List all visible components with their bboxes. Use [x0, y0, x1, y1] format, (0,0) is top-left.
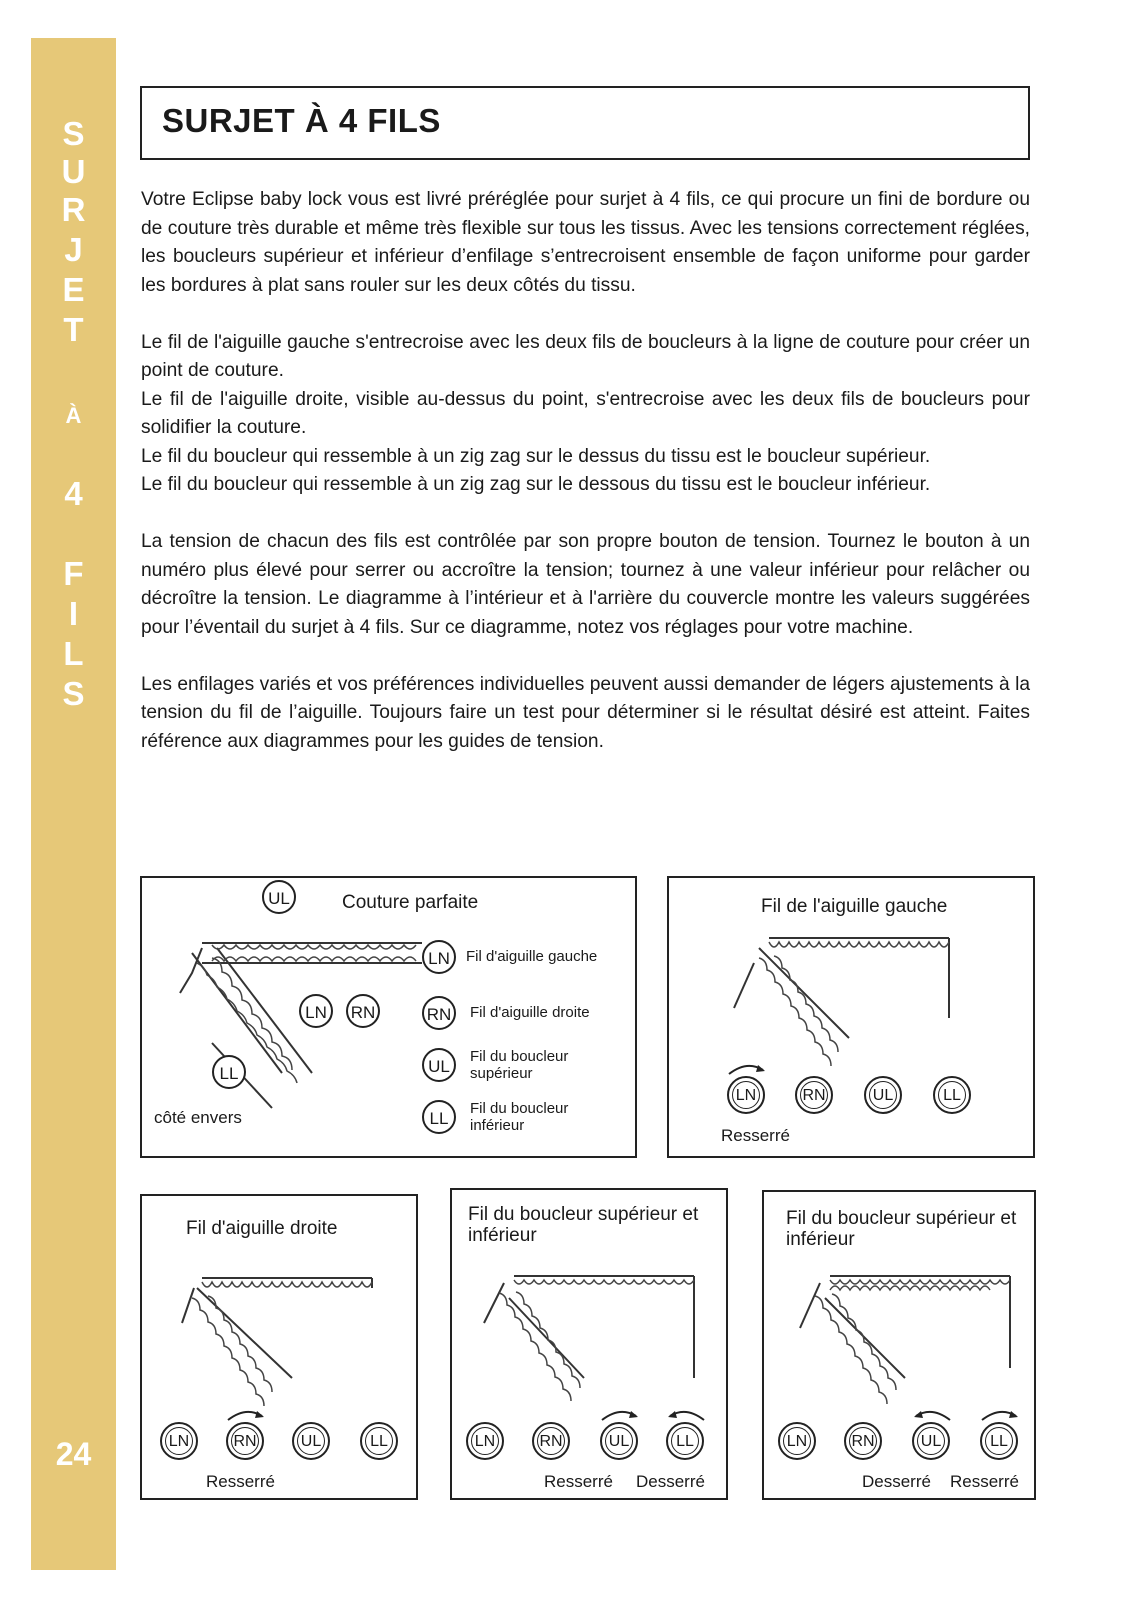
paragraph: Le fil de l'aiguille droite, visible au-dessus du point, s'entrecroise avec les deux fils de boucleurs pour solidifier la couture. — [141, 388, 1030, 438]
sidebar-letter: L — [63, 635, 84, 672]
perfect-stitch-panel — [140, 876, 637, 1158]
knob-rn: RN — [226, 1422, 264, 1460]
left-needle-panel — [667, 876, 1035, 1158]
knob-rn: RN — [532, 1422, 570, 1460]
knob-rn: RN — [795, 1076, 833, 1114]
sidebar-letter: S — [62, 675, 85, 712]
sidebar-letter: F — [63, 555, 84, 592]
page-title: SURJET À 4 FILS — [162, 102, 441, 139]
tension-note: Desserré — [636, 1472, 705, 1491]
stitch-illustration — [790, 1268, 1020, 1398]
badge-rn: RN — [346, 994, 380, 1028]
knob-ul: UL — [864, 1076, 902, 1114]
paragraph: Le fil du boucleur qui ressemble à un zig zag sur le dessus du tissu est le boucleur supérieur. — [141, 445, 931, 467]
paragraph: Votre Eclipse baby lock vous est livré préréglée pour surjet à 4 fils, ce qui procure un fini de bordure ou de couture très durable et même très flexible sur tous les tissus. Avec les tensions correctement réglées, les boucleurs supérieur et inférieur d’enfilage s’entrecroisent ensemble de façon uniforme pour garder les bordures à plat sans rouler sur les deux côtés du tissu. — [141, 189, 1030, 296]
panel-title: Fil d'aiguille droite — [186, 1218, 338, 1239]
badge-ll: LL — [212, 1055, 246, 1089]
tension-note: Resserré — [206, 1472, 275, 1491]
sidebar-letter: U — [61, 153, 86, 190]
tension-note: Desserré — [862, 1472, 931, 1491]
knob-ul: UL — [912, 1422, 950, 1460]
panel-title: Couture parfaite — [342, 892, 479, 913]
reverse-side-label: côté envers — [154, 1108, 242, 1127]
page-number: 24 — [55, 1436, 92, 1472]
right-needle-panel — [140, 1194, 418, 1500]
legend-text-ll: Fil du boucleur inférieur — [470, 1100, 569, 1134]
paragraph: Le fil du boucleur qui ressemble à un zig zag sur le dessous du tissu est le boucleur inférieur. — [141, 474, 931, 495]
sidebar-letter: 4 — [64, 475, 83, 512]
tighten-arrow-icon — [980, 1408, 1020, 1422]
body-text — [141, 186, 1030, 756]
knob-rn: RN — [844, 1422, 882, 1460]
paragraph: Le fil de l'aiguille gauche s'entrecroise avec les deux fils de boucleurs à la ligne de couture pour créer un point de couture. — [141, 331, 1030, 381]
knob-ln: LN — [727, 1076, 765, 1114]
badge-ul: UL — [262, 880, 296, 914]
legend-text-ul: Fil du boucleur supérieur — [470, 1048, 569, 1082]
knob-ll: LL — [980, 1422, 1018, 1460]
paragraph: Les enfilages variés et vos préférences individuelles peuvent aussi demander de légers ajustements à la tension du fil de l’aiguille. Toujours faire un test pour déterminer si le résultat désiré est atteint. Faites référence aux diagrammes pour les guides de tension. — [141, 673, 1030, 752]
paragraph: La tension de chacun des fils est contrôlée par son propre bouton de tension. Tournez le bouton à un numéro plus élevé pour serrer ou accroître la tension; tournez à une valeur inférieur pour relâcher ou décroître la tension. Le diagramme à l’intérieur et à l'arrière du couvercle montre les valeurs suggérées pour l’éventail du surjet à 4 fils. Sur ce diagramme, notez vos réglages pour votre machine. — [141, 531, 1030, 638]
knob-ll: LL — [666, 1422, 704, 1460]
sidebar-letter: I — [68, 595, 79, 632]
knob-ln: LN — [466, 1422, 504, 1460]
panel-title: Fil du boucleur supérieur et inférieur — [468, 1204, 699, 1246]
title-box — [140, 86, 1030, 160]
loopers-panel-a — [450, 1188, 728, 1500]
knob-ul: UL — [600, 1422, 638, 1460]
stitch-illustration — [172, 933, 432, 1133]
tension-note: Resserré — [950, 1472, 1019, 1491]
knob-ll: LL — [933, 1076, 971, 1114]
loosen-arrow-icon — [666, 1408, 706, 1422]
loopers-panel-b — [762, 1190, 1036, 1500]
tension-note: Resserré — [721, 1126, 790, 1145]
sidebar-letter: R — [61, 191, 86, 228]
legend-badge-ln: LN — [422, 940, 456, 974]
loosen-arrow-icon — [912, 1408, 952, 1422]
sidebar-letter: À — [65, 403, 82, 428]
sidebar-letter: T — [63, 311, 84, 348]
sidebar-letter: S — [62, 115, 85, 152]
knob-ul: UL — [292, 1422, 330, 1460]
sidebar — [31, 38, 116, 1570]
tighten-arrow-icon — [226, 1408, 266, 1422]
tension-note: Resserré — [544, 1472, 613, 1491]
legend-text-rn: Fil d'aiguille droite — [470, 1004, 590, 1021]
panel-title: Fil du boucleur supérieur et inférieur — [786, 1208, 1017, 1250]
tighten-arrow-icon — [600, 1408, 640, 1422]
tighten-arrow-icon — [727, 1062, 767, 1076]
legend-text-ln: Fil d'aiguille gauche — [466, 948, 598, 965]
stitch-illustration — [172, 1268, 382, 1388]
knob-ln: LN — [778, 1422, 816, 1460]
knob-ll: LL — [360, 1422, 398, 1460]
sidebar-letter: J — [64, 231, 83, 268]
legend-badge-rn: RN — [422, 996, 456, 1030]
sidebar-letter: E — [62, 271, 85, 308]
panel-title: Fil de l'aiguille gauche — [761, 896, 948, 917]
legend-badge-ul: UL — [422, 1048, 456, 1082]
knob-ln: LN — [160, 1422, 198, 1460]
badge-ln: LN — [299, 994, 333, 1028]
legend-badge-ll: LL — [422, 1100, 456, 1134]
stitch-illustration — [729, 928, 969, 1058]
stitch-illustration — [474, 1268, 704, 1398]
